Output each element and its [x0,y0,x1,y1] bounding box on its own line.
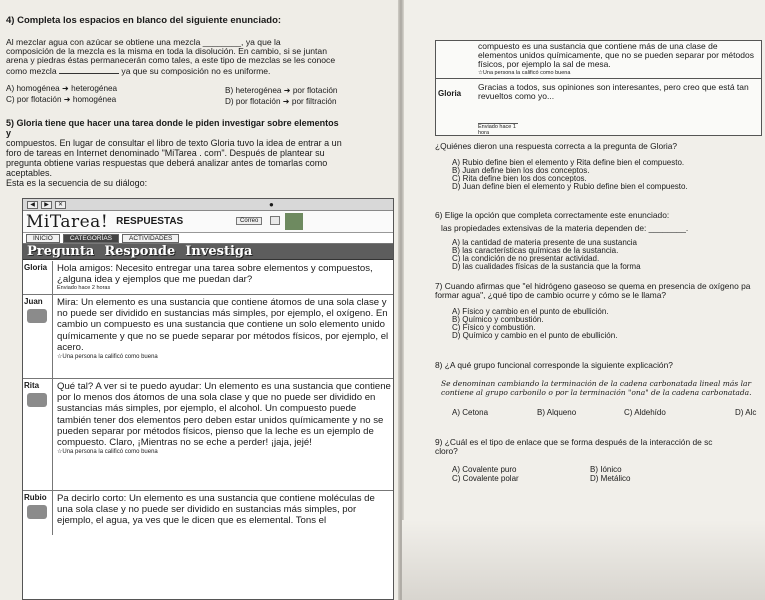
q4-option-d: D) por flotación ➜ por filtración [225,97,337,106]
post-body [55,261,393,293]
post-text: Pa decirlo corto: Un elemento es una sustancia que contiene moléculas de una sola clase y no puede ser dividido en sustancias más simples, por ejemplo, el agua, ya ves que le dicen que es elemental. Tons el [57,493,375,527]
mail-button[interactable]: Correo [236,217,262,225]
question-4-text [6,38,394,76]
search-icon[interactable]: ● [269,200,274,209]
q5-line: 5) Gloria tiene que hacer una tarea donde le piden investigar sobre elementos y [6,118,339,138]
q7-answer-a: A) Físico y cambio en el punto de ebullición. [452,307,609,316]
q9-line-2: cloro? [435,446,458,456]
q7-answer-b: B) Químico y combustión. [452,315,544,324]
q5-answer-c: C) Rita define bien los dos conceptos. [452,174,587,183]
q4-line: arena y piedras éstas permanecerán como tales, a este tipo de mezclas se les conoce [6,55,336,66]
q4-line-part: como mezcla [6,65,57,76]
q8-question: 8) ¿A qué grupo funcional corresponde la siguiente explicación? [435,360,673,370]
q6-question: 6) Elige la opción que completa correctamente este enunciado: [435,210,670,220]
reply-top-text: compuesto es una sustancia que contiene más de una clase de elementos unidos químicamente, que no se pueden separar por métodos físicos, por ejemplo la sal de mesa. [478,41,754,69]
forum-post-gloria [23,261,393,295]
post-text: Qué tal? A ver si te puedo ayudar: Un elemento es una sustancia que contiene por lo menos dos átomos de una sola clase y que no puede ser dividido en sustancias más simples, por ejemplo, el alcohol. Un compuesto puede también tener dos elementos pero deben estar unidos químicamente y no se pueden separar por métodos físicos, pienso que la leche es un ejemplo de compuesto. Claro, ¡Mientras no se eche a perder! ¡jaja, jejé! [57,381,391,449]
post-author: Juan [23,295,53,378]
q4-option-a: A) homogénea ➜ heterogénea [6,84,118,93]
post-author: Gloria [23,261,53,294]
banner-responde: Responde [104,244,176,259]
book-spine [398,0,404,600]
q5-line: pregunta obtiene varias respuestas que deberá analizar antes de tomarlas como [6,158,328,168]
browser-toolbar [23,199,393,211]
q4-line-part: ya que su composición no es uniforme. [121,65,271,76]
q9-answer-b: B) Iónico [590,465,622,474]
q7-line-1: 7) Cuando afirmas que "el hidrógeno gaseoso se quema en presencia de oxígeno pa [435,281,751,291]
q5-answer-a: A) Rubio define bien el elemento y Rita define bien el compuesto. [452,158,685,167]
q9-answer-d: D) Metálico [590,474,631,483]
page-shadow [402,520,765,600]
q8-answer-b: B) Alqueno [537,408,577,417]
tab-categorias[interactable]: CATEGORÍAS [63,234,119,243]
q8-explanation-2: contiene al grupo carbonilo o por la terminación "ona" de la cadena carbonatada. [441,388,752,397]
question-4-title: 4) Completa los espacios en blanco del siguiente enunciado: [6,15,282,26]
banner-investiga: Investiga [185,244,253,259]
q4-line [6,66,394,76]
reply-timestamp: Enviado hace 1 hora [478,123,518,136]
q4-line: Al mezclar agua con azúcar se obtiene una mezcla ________, ya que la [6,37,281,47]
q8-answer-a: A) Cetona [452,408,489,417]
q6-answer-a: A) la cantidad de materia presente de una sustancia [452,238,638,247]
q6-answer-b: B) las características químicas de la sustancia. [452,246,619,255]
post-rating: ☆Una persona la calificó como buena [57,354,158,361]
q4-line: composición de la mezcla es la misma en toda la disolución. En cambio, si se juntan [6,46,327,57]
q9-answer-c: C) Covalente polar [452,474,519,483]
forum-continuation-box [435,40,762,136]
reply-rating: ☆Una persona la calificó como buena [478,70,571,76]
blank-line [59,66,119,74]
q9-answer-a: A) Covalente puro [452,465,517,474]
q4-option-b: B) heterogénea ➜ por flotación [225,86,338,95]
forum-tabs [23,233,393,244]
q8-answer-d: D) Alc [735,408,757,417]
q5-question: ¿Quiénes dieron una respuesta correcta a la pregunta de Gloria? [435,141,678,151]
q7-line-2: formar agua", ¿qué tipo de cambio ocurre y cómo se le llama? [435,290,667,300]
post-rating: ☆Una persona la calificó como buena [57,449,158,456]
question-5-text [6,118,346,188]
reply-top [436,41,761,79]
forward-icon[interactable]: ▶ [41,201,52,209]
forum-post-rubio [23,491,393,535]
avatar [27,309,47,323]
avatar [27,393,47,407]
avatar [27,505,47,519]
close-icon[interactable]: ✕ [55,201,66,209]
q5-answer-d: D) Juan define bien el elemento y Rubio define bien el compuesto. [452,182,688,191]
q7-answer-c: C) Físico y combustión. [452,323,536,332]
site-subtitle: RESPUESTAS [116,216,184,227]
reply-text: Gracias a todos, sus opiniones son interesantes, pero creo que está tan revueltos como yo... [478,82,749,101]
post-timestamp: Enviado hace 2 horas [57,285,111,292]
forum-post-rita [23,379,393,491]
post-body [55,491,393,528]
post-author: Gloria [438,89,462,98]
forum-browser-window [22,198,394,600]
q7-answer-d: D) Químico y cambio en el punto de ebullición. [452,331,618,340]
back-icon[interactable]: ◀ [27,201,38,209]
post-body [55,379,393,457]
q5-line: Esta es la secuencia de su diálogo: [6,178,148,188]
q6-answer-d: D) las cualidades físicas de la sustancia que la forma [452,262,641,271]
banner-pregunta: Pregunta [27,244,95,259]
q8-explanation-1: Se denominan cambiando la terminación de la cadena carbonatada lineal más lar [441,379,752,388]
q5-line: foro de tareas en Internet denominado "MiTarea . com". Después de plantear su [6,148,325,158]
forum-posts [23,261,393,535]
site-logo: MiTarea! [26,211,109,232]
q5-line: aceptables. [6,168,53,178]
mail-field[interactable] [270,216,280,225]
post-text: Mira: Un elemento es una sustancia que contiene átomos de una sola clase y no puede ser dividido en sustancias más simples, por ejemplo, el oxígeno. En cambio un compuesto es una sustancia que contiene un solo elemento unido químicamente y que no se puede separar por métodos físicos, por ejemplo, el acero. [57,297,389,353]
post-author: Rita [23,379,53,490]
q5-line: compuestos. En lugar de consultar el libro de texto Gloria tuvo la idea de entrar a un [6,138,342,148]
q5-answer-b: B) Juan define bien los dos conceptos. [452,166,590,175]
tab-inicio[interactable]: INICIO [26,234,60,243]
q8-answer-c: C) Aldehído [624,408,666,417]
forum-banner [23,244,393,260]
post-body [55,295,393,362]
post-text: Hola amigos: Necesito entregar una tarea sobre elementos y compuestos, ¿alguna idea y ejemplos que me puedan dar? [57,263,373,286]
q9-line-1: 9) ¿Cuál es el tipo de enlace que se forma después de la interacción de sc [435,437,713,447]
q6-answer-c: C) la condición de no presentar actividad. [452,254,600,263]
q4-option-c: C) por flotación ➜ homogénea [6,95,117,104]
tab-actividades[interactable]: ACTIVIDADES [122,234,179,243]
avatar [285,213,303,230]
post-author: Rubio [23,491,53,535]
q6-stem: las propiedades extensivas de la materia dependen de: ________. [441,223,689,233]
forum-post-juan [23,295,393,379]
forum-header [23,211,393,233]
